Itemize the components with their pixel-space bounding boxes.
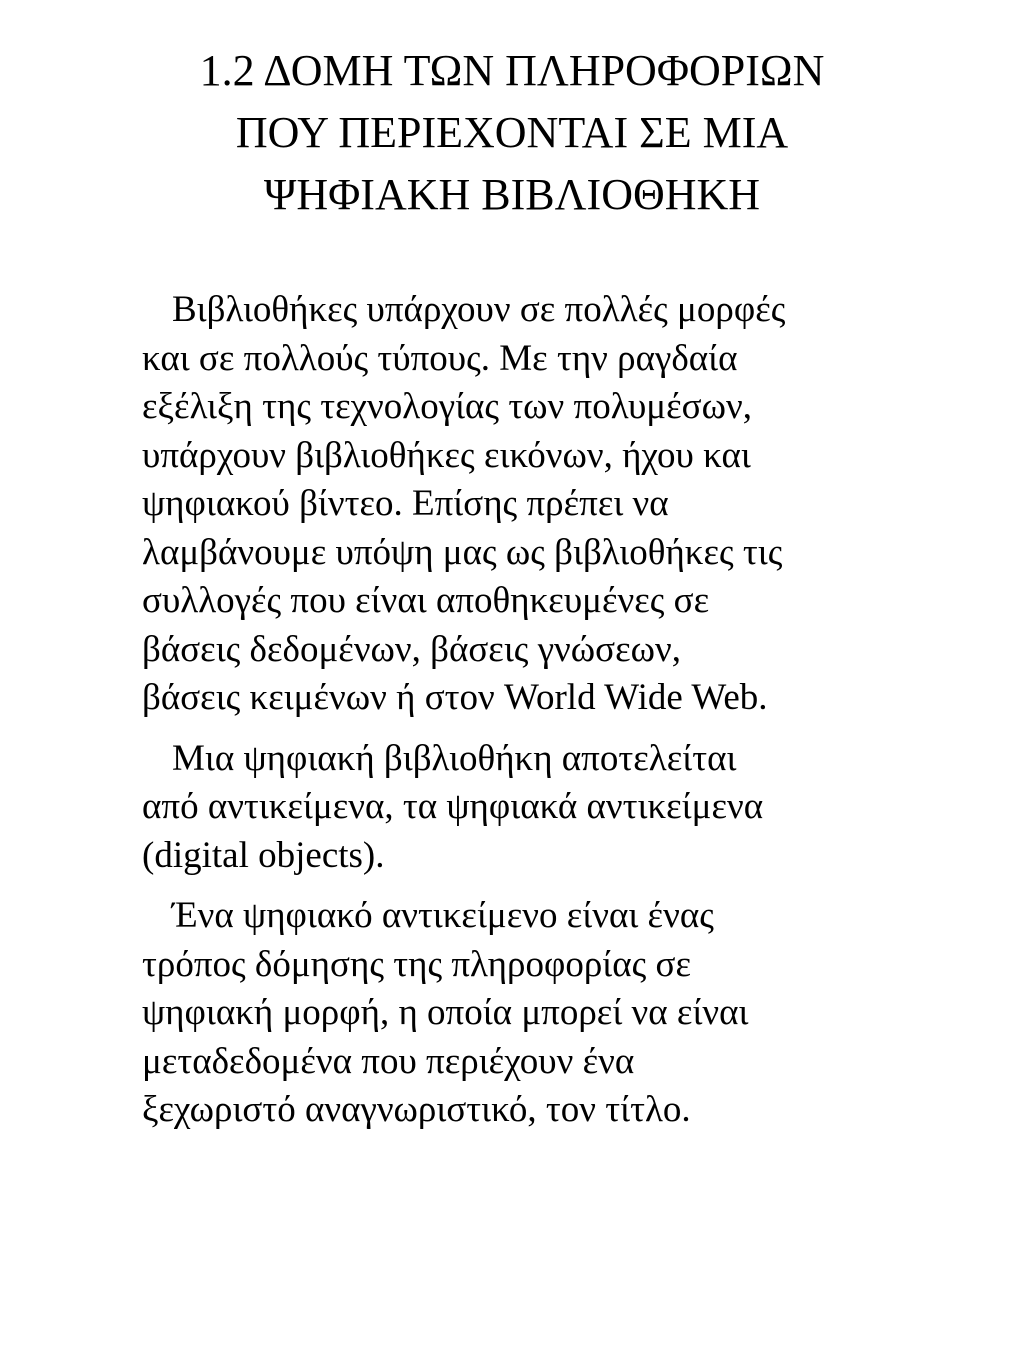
text-line: τρόπος δόμησης της πληροφορίας σε xyxy=(142,943,692,985)
text-line: λαμβάνουμε υπόψη μας ως βιβλιοθήκες τις xyxy=(142,531,783,573)
text-line: συλλογές που είναι αποθηκευμένες σε xyxy=(142,580,710,621)
text-line: (digital objects). xyxy=(142,834,385,876)
paragraph-digital-object xyxy=(142,892,942,1135)
text-line: μεταδεδομένα που περιέχουν ένα xyxy=(142,1040,635,1082)
text-line: βάσεις κειμένων ή στον World Wide Web. xyxy=(142,677,768,718)
text-line: από αντικείμενα, τα ψηφιακά αντικείμενα xyxy=(142,786,764,827)
paragraph-libraries xyxy=(142,286,942,723)
paragraph-digital-library xyxy=(142,735,942,881)
page-title xyxy=(120,40,904,226)
text-line: ψηφιακού βίντεο. Επίσης πρέπει να xyxy=(142,483,669,524)
text-line: ξεχωριστό αναγνωριστικό, τον τίτλο. xyxy=(142,1089,691,1130)
text-line: βάσεις δεδομένων, βάσεις γνώσεων, xyxy=(142,628,681,670)
title-line: ΠΟΥ ΠΕΡΙΕΧΟΝΤΑΙ ΣΕ ΜΙΑ xyxy=(235,108,789,157)
text-line: Ένα ψηφιακό αντικείμενο είναι ένας xyxy=(172,895,714,936)
text-line: Βιβλιοθήκες υπάρχουν σε πολλές μορφές xyxy=(172,289,786,330)
text-line: ψηφιακή μορφή, η οποία μπορεί να είναι xyxy=(142,992,749,1033)
text-line: υπάρχουν βιβλιοθήκες εικόνων, ήχου και xyxy=(142,434,751,476)
title-line: ΨΗΦΙΑΚΗ ΒΙΒΛΙΟΘΗΚΗ xyxy=(263,170,761,219)
title-line: 1.2 ΔΟΜΗ ΤΩΝ ΠΛΗΡΟΦΟΡΙΩΝ xyxy=(199,46,825,95)
body-text xyxy=(142,286,942,1147)
text-line: και σε πολλούς τύπους. Με την ραγδαία xyxy=(142,337,738,379)
text-line: εξέλιξη της τεχνολογίας των πολυμέσων, xyxy=(142,386,752,427)
text-line: Μια ψηφιακή βιβλιοθήκη αποτελείται xyxy=(172,737,737,779)
